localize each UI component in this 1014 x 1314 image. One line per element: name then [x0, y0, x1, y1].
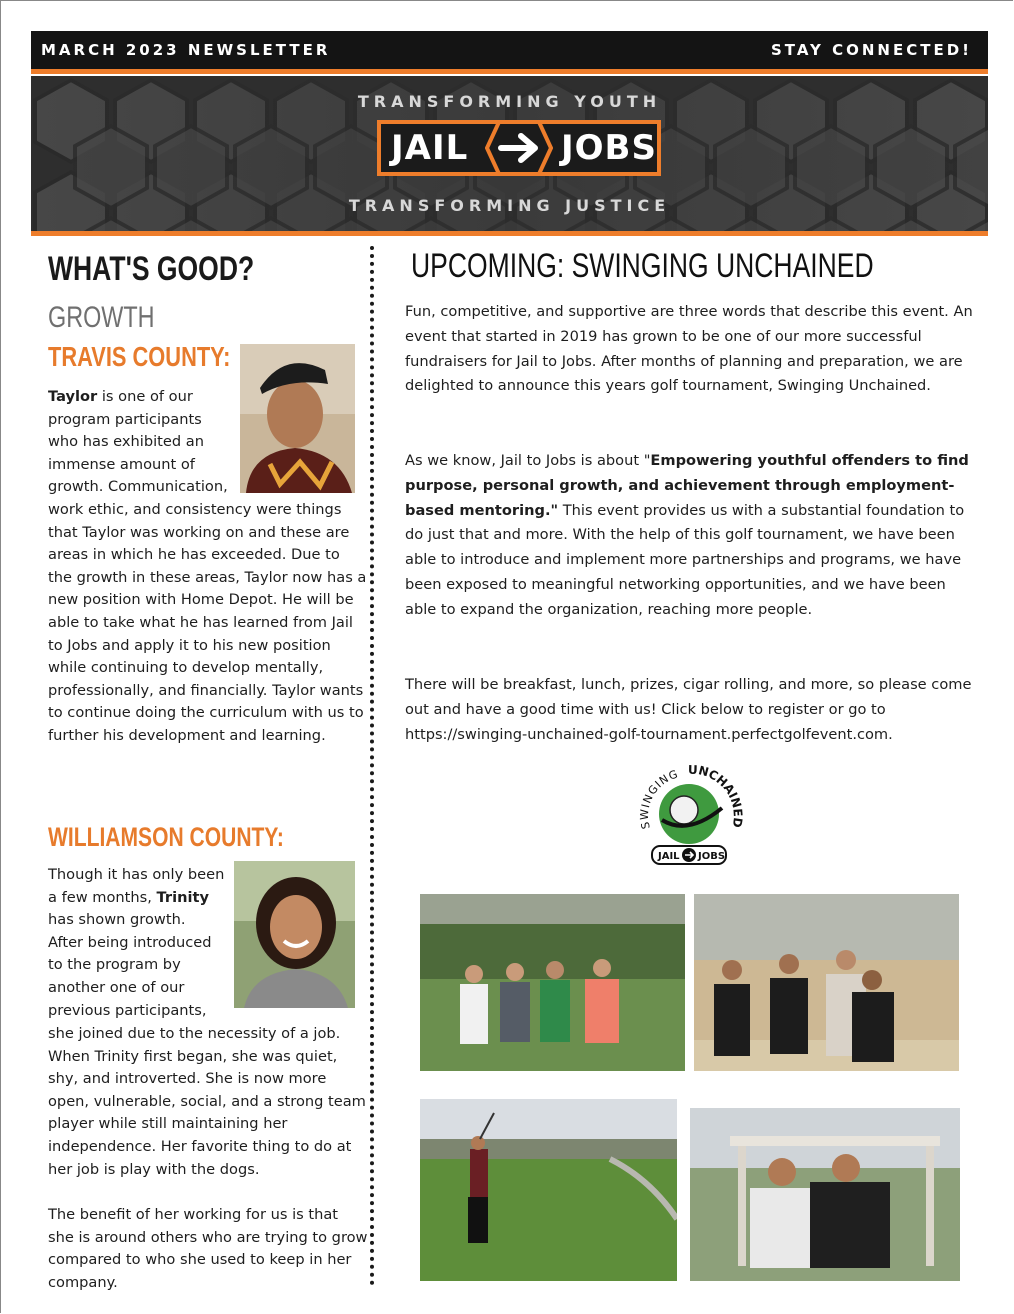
jail-to-jobs-logo — [377, 120, 661, 176]
taylor-story: work ethic, and consistency were things that Taylor was working on and these are areas in which he has exceeded. Due to the growth in these areas, Taylor now has a new position with Home Depot. He will be able to take what he has learned from Jail to Jobs and apply it to his new position while continuing to develop mentally, professionally, and financially. Taylor wants to continue doing the curriculum with us to further his development and learning. — [48, 501, 367, 744]
tagline-transforming-justice: TRANSFORMING JUSTICE — [348, 196, 671, 215]
taylor-intro — [48, 386, 248, 499]
trinity-story: she joined due to the necessity of a job. When Trinity first began, she was quiet, shy, and introverted. She is now more open, vulnerable, social, and a strong team player while still maintaining her independence. Her favorite thing to do at her job is play with the dogs. — [48, 1025, 366, 1178]
mission-lead-in: As we know, Jail to Jobs is about " — [405, 452, 651, 469]
event-intro-paragraph: Fun, competitive, and supportive are three words that describe this event. An event that started in 2019 has grown to be one of our more successful fundraisers for Jail to Jobs. After months of planning and preparation, we are delighted to announce this years golf tournament, Swinging Unchained. — [405, 303, 973, 395]
swinging-unchained-logo[interactable] — [628, 758, 750, 870]
taylor-line-4: immense amount of — [48, 455, 195, 473]
taylor-line-3: who has exhibited an — [48, 433, 204, 451]
tagline-transforming-youth: TRANSFORMING YOUTH — [357, 92, 662, 111]
trinity-line-1: Though it has only been — [48, 866, 225, 883]
upcoming-event-heading: UPCOMING: SWINGING UNCHAINED — [411, 247, 874, 285]
mission-follow-up: This event provides us with a substantial foundation to do just that and more. With the help of this golf tournament, we have been able to introduce and implement more partnerships and programs, we have been exposed to meaningful networking opportunities, and we have been able to expand the organization, reaching more people. — [405, 501, 965, 618]
event-details-paragraph[interactable]: There will be breakfast, lunch, prizes, cigar rolling, and more, so please come out and have a good time with us! Click below to register or go to https://swinging-unchained-golf-tournament.perfectgolfevent.com. — [405, 676, 972, 743]
growth-subheading: GROWTH — [48, 301, 155, 334]
golf-group-photo-2 — [694, 894, 959, 1071]
whats-good-heading: WHAT'S GOOD? — [48, 250, 255, 288]
golf-group-photo-1 — [420, 894, 685, 1071]
trinity-photo — [234, 861, 355, 1008]
taylor-line-5: growth. Communication, — [48, 478, 228, 496]
arrow-right-icon — [485, 120, 553, 176]
golf-swing-photo — [420, 1099, 677, 1281]
trinity-benefit: The benefit of her working for us is that she is around others who are trying to grow compared to who she used to keep in her company. — [48, 1206, 368, 1291]
mission-quote: Empowering youthful offenders to find purpose, personal growth, and achievement through employment-based mentoring." — [405, 452, 969, 519]
taylor-line-2: program participants — [48, 410, 202, 428]
taylor-line-1: is one of our — [97, 388, 193, 405]
orange-divider-bottom — [31, 231, 988, 236]
trinity-line-2: a few months, — [48, 888, 157, 906]
event-mission-paragraph — [405, 449, 975, 623]
logo-word-jail: JAIL — [391, 128, 469, 168]
column-divider — [370, 246, 374, 1286]
logo-arc-unchained: UNCHAINED — [687, 762, 745, 829]
trinity-name: Trinity — [156, 888, 209, 906]
taylor-name: Taylor — [48, 388, 98, 405]
taylor-photo — [240, 344, 355, 493]
orange-divider-top — [31, 69, 988, 74]
trinity-line-4: After being introduced — [48, 933, 212, 951]
stay-connected-link[interactable]: STAY CONNECTED! — [770, 41, 972, 59]
newsletter-date-label: MARCH 2023 NEWSLETTER — [41, 41, 331, 59]
logo-word-jobs: JOBS — [561, 128, 657, 168]
trinity-line-5: to the program by — [48, 956, 181, 974]
trinity-line-3: has shown growth. — [48, 911, 186, 929]
trinity-line-7: previous participants, — [48, 1001, 207, 1019]
logo-badge-jail: JAIL — [658, 851, 680, 862]
trinity-line-6: another one of our — [48, 978, 185, 996]
jail-to-jobs-banner — [31, 76, 988, 231]
williamson-county-heading: WILLIAMSON COUNTY: — [48, 822, 284, 852]
logo-badge-jobs: JOBS — [698, 851, 726, 862]
travis-county-heading: TRAVIS COUNTY: — [48, 341, 231, 372]
trinity-intro — [48, 864, 238, 1022]
logo-arc-swinging: SWINGING — [637, 767, 681, 831]
newsletter-top-bar — [31, 31, 988, 69]
golf-cart-photo — [690, 1108, 960, 1281]
